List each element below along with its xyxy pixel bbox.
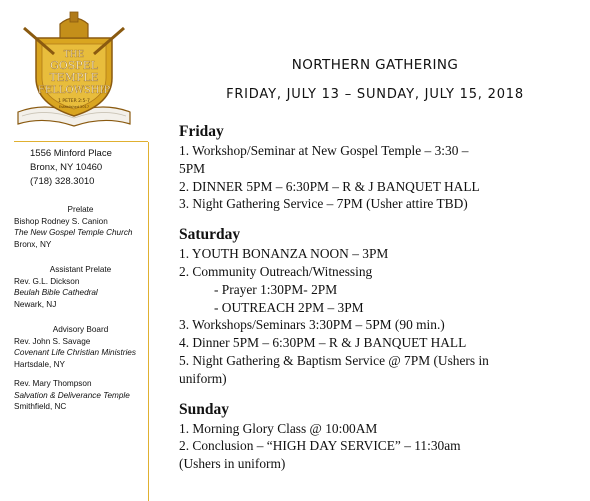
schedule-subitem: - OUTREACH 2PM – 3PM xyxy=(214,299,364,315)
schedule-item: 3. Night Gathering Service – 7PM (Usher attire TBD) xyxy=(179,196,468,212)
advisory-member-location: Hartsdale, NY xyxy=(14,359,65,369)
logo-scripture: 1 PETER 2:5-7 xyxy=(58,99,90,104)
schedule-item: 5. Night Gathering & Baptism Service @ 7PM (Ushers in xyxy=(179,352,489,368)
address-street: 1556 Minford Place xyxy=(30,148,112,159)
assistant-prelate-name: Rev. G.L. Dickson xyxy=(14,276,80,286)
day-friday xyxy=(179,122,584,213)
schedule-item: uniform) xyxy=(179,370,227,386)
logo-founded: Established 2017 xyxy=(58,105,90,109)
schedule-item: 4. Dinner 5PM – 6:30PM – R & J BANQUET HALL xyxy=(179,335,467,351)
event-title: NORTHERN GATHERING xyxy=(291,57,459,73)
advisory-member-name: Rev. Mary Thompson xyxy=(14,379,92,388)
logo-text-line: THE xyxy=(63,50,85,60)
schedule-item: 3. Workshops/Seminars 3:30PM – 5PM (90 min.) xyxy=(179,317,445,333)
advisory-member-name: Rev. John S. Savage xyxy=(14,336,91,346)
advisory-board-section xyxy=(14,324,147,413)
prelate-church: The New Gospel Temple Church xyxy=(14,228,133,237)
sidebar-top-divider xyxy=(14,141,148,142)
day-title: Sunday xyxy=(179,400,229,418)
schedule-item: 2. Community Outreach/Witnessing xyxy=(179,263,373,279)
day-saturday xyxy=(179,225,584,387)
prelate-section xyxy=(14,204,147,250)
schedule-item: 1. Workshop/Seminar at New Gospel Temple – 3:30 – xyxy=(179,143,469,158)
sidebar-divider xyxy=(148,142,149,501)
advisory-member-location: Smithfield, NC xyxy=(14,402,67,411)
assistant-prelate-location: Newark, NJ xyxy=(14,299,57,309)
advisory-member-church: Covenant Life Christian Ministries xyxy=(14,348,136,357)
assistant-prelate-role: Assistant Prelate xyxy=(49,265,112,274)
gospel-temple-fellowship-logo xyxy=(14,8,134,136)
logo-text-line: FELLOWSHIP xyxy=(37,85,111,96)
advisory-board-role: Advisory Board xyxy=(52,325,109,334)
spacer xyxy=(14,370,147,378)
schedule-item: 5PM xyxy=(179,160,206,176)
schedule-item: 1. Morning Glory Class @ 10:00AM xyxy=(179,420,378,436)
assistant-prelate-section xyxy=(14,264,147,310)
event-dates: FRIDAY, JULY 13 – SUNDAY, JULY 15, 2018 xyxy=(226,87,524,102)
prelate-location: Bronx, NY xyxy=(14,239,52,249)
schedule xyxy=(179,122,584,473)
schedule-item: 2. DINNER 5PM – 6:30PM – R & J BANQUET HALL xyxy=(179,178,480,194)
logo-text-line: TEMPLE xyxy=(49,71,99,84)
schedule-item: 2. Conclusion – “HIGH DAY SERVICE” – 11:30am xyxy=(179,438,461,454)
advisory-member-church: Salvation & Deliverance Temple xyxy=(14,390,130,400)
schedule-item: 1. YOUTH BONANZA NOON – 3PM xyxy=(179,246,389,262)
schedule-subitem: - Prayer 1:30PM- 2PM xyxy=(214,281,338,297)
prelate-role: Prelate xyxy=(67,205,94,214)
address-city: Bronx, NY 10460 xyxy=(30,162,103,173)
logo-text-line: GOSPEL xyxy=(49,59,99,72)
assistant-prelate-church: Beulah Bible Cathedral xyxy=(14,288,98,297)
day-sunday xyxy=(179,400,584,473)
prelate-name: Bishop Rodney S. Canion xyxy=(14,216,108,226)
schedule-item: (Ushers in uniform) xyxy=(179,456,286,472)
day-title: Saturday xyxy=(179,226,241,244)
address-phone: (718) 328.3010 xyxy=(30,176,95,187)
day-title: Friday xyxy=(179,123,224,140)
address-block xyxy=(30,147,112,189)
